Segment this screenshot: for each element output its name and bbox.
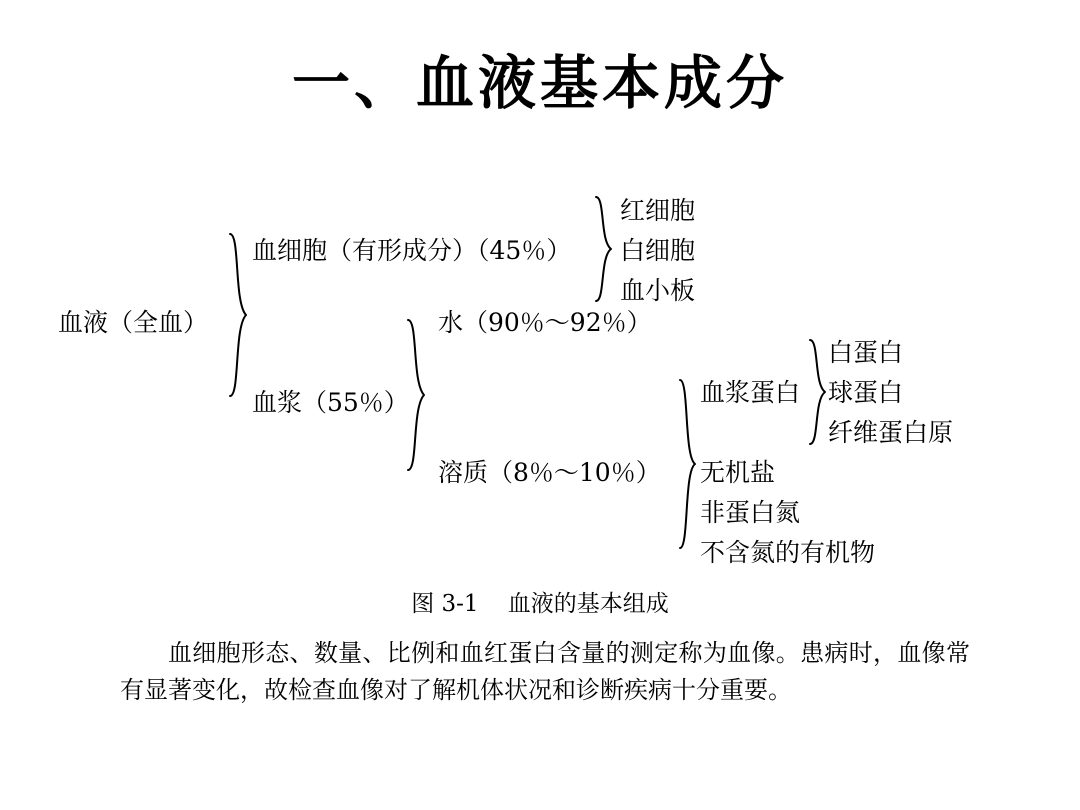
brace-solute <box>678 378 698 550</box>
diagram-node-white-blood-cell: 白细胞 <box>620 236 696 265</box>
diagram-node-red-blood-cell: 红细胞 <box>620 196 696 225</box>
brace-root <box>228 232 250 398</box>
diagram-node-fibrinogen: 纤维蛋白原 <box>828 418 954 447</box>
diagram-node-plasma-protein: 血浆蛋白 <box>700 378 801 407</box>
brace-plasma-protein <box>808 338 828 446</box>
brace-plasma <box>406 318 428 472</box>
diagram-node-albumin: 白蛋白 <box>828 338 904 367</box>
diagram-node-inorganic-salt: 无机盐 <box>700 458 776 487</box>
diagram-node-solute: 溶质（8％～10％） <box>438 458 661 487</box>
body-paragraph: 血细胞形态、数量、比例和血红蛋白含量的测定称为血像。患病时，血像常有显著变化，故检查血像对了解机体状况和诊断疾病十分重要。 <box>120 639 970 705</box>
diagram-node-platelet: 血小板 <box>620 276 696 305</box>
diagram-node-globulin: 球蛋白 <box>828 378 904 407</box>
figure-caption: 图 3-1 血液的基本组成 <box>411 591 669 617</box>
diagram-node-water: 水（90％～92％） <box>438 308 652 337</box>
diagram-node-non-protein-nitrogen: 非蛋白氮 <box>700 498 801 527</box>
blood-composition-diagram <box>0 170 1080 570</box>
diagram-node-nitrogen-free-organics: 不含氮的有机物 <box>700 538 876 567</box>
diagram-node-root: 血液（全血） <box>58 308 209 337</box>
page-title: 一、血液基本成分 <box>291 49 788 117</box>
diagram-node-blood-cells: 血细胞（有形成分）（45％） <box>252 236 572 265</box>
diagram-node-plasma: 血浆（55％） <box>252 388 409 417</box>
brace-blood-cells <box>594 195 614 303</box>
